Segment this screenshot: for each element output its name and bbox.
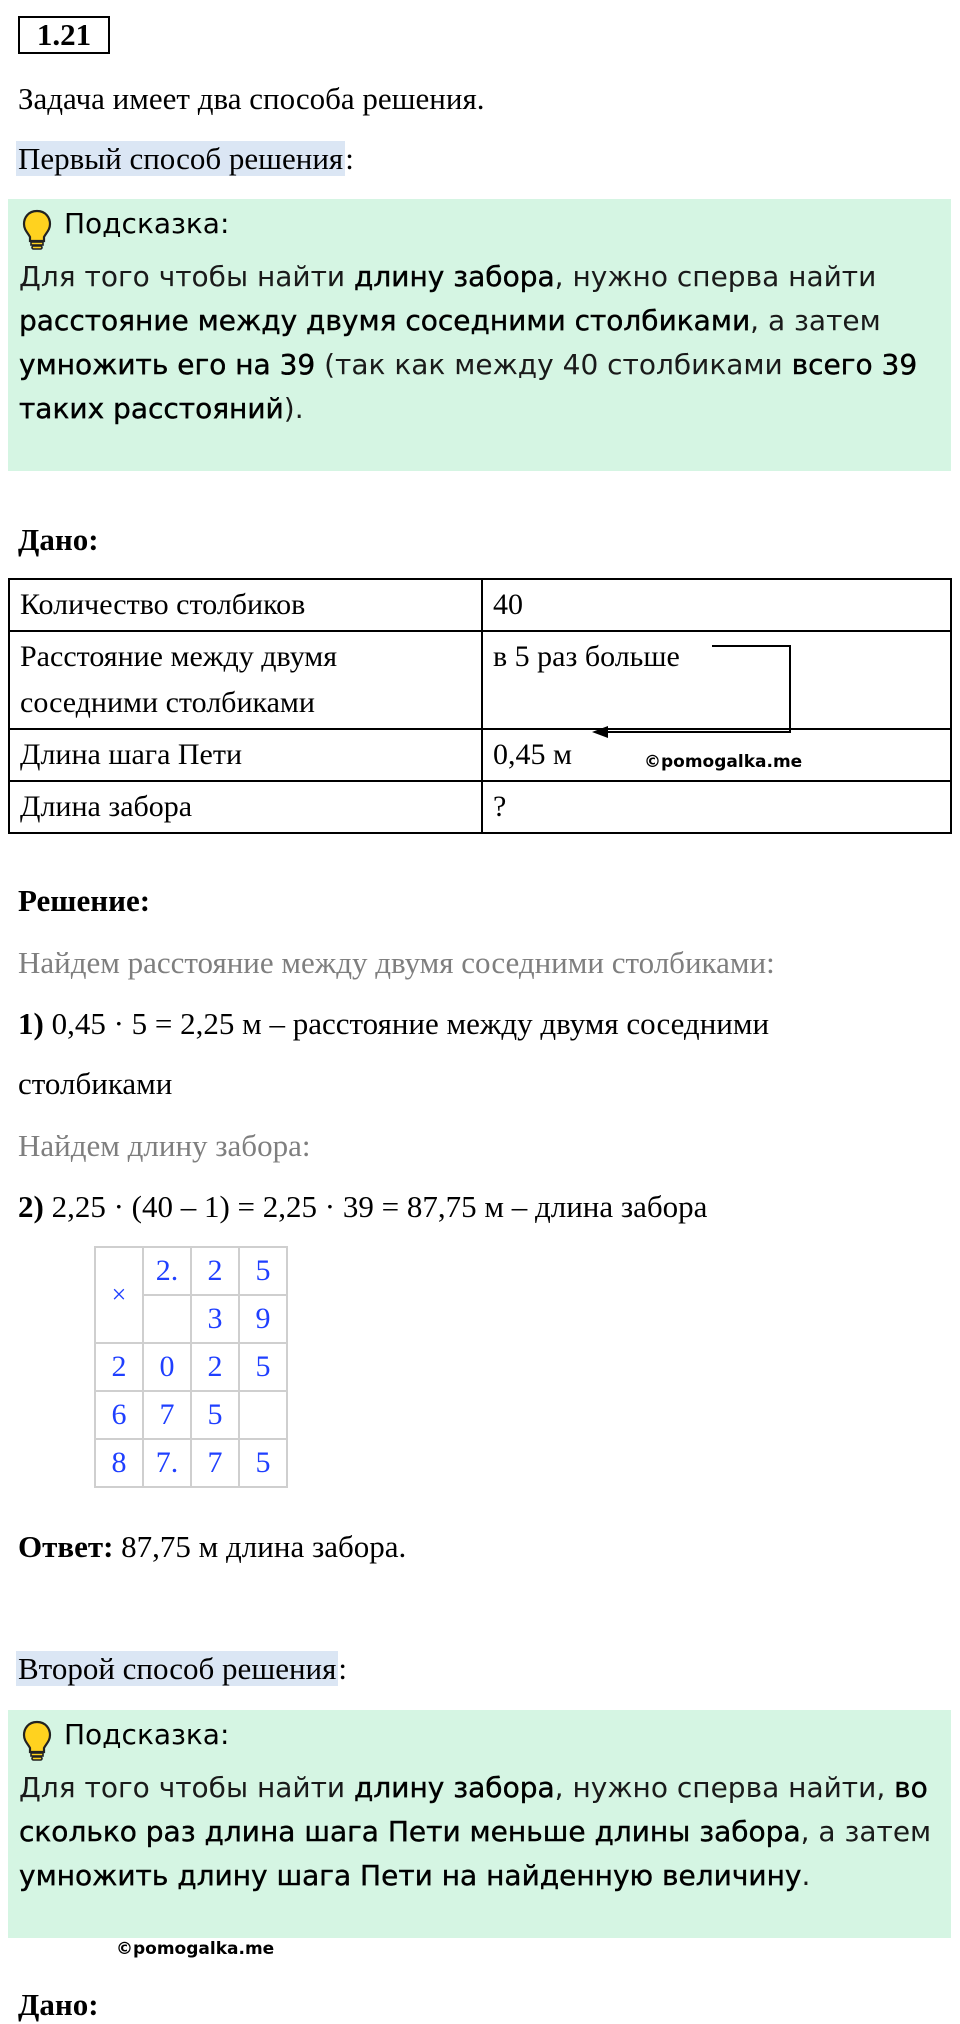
given-value-3: 0,45 м — [482, 729, 951, 781]
given-table — [8, 578, 952, 834]
multiply-sign: × — [95, 1247, 143, 1343]
hint1-bold4: всего 39 — [791, 348, 918, 381]
multiplication-grid — [94, 1246, 288, 1488]
relation-arrow-icon — [590, 630, 810, 740]
method2-heading-colon: : — [338, 1651, 348, 1686]
hint2-bold1: длину забора — [354, 1771, 555, 1804]
hint-text-1 — [19, 255, 939, 431]
answer-label: Ответ: — [18, 1529, 114, 1564]
mult-cell: 6 — [95, 1391, 143, 1439]
method1-heading-text: Первый способ решения — [18, 141, 344, 176]
hint-title-2: Подсказка: — [64, 1718, 230, 1751]
mult-cell: 5 — [191, 1391, 239, 1439]
multiplication-table — [94, 1246, 288, 1488]
mult-row-4 — [95, 1391, 287, 1439]
mult-cell: 3 — [191, 1295, 239, 1343]
given-name-2-line1: Расстояние между двумя — [20, 640, 338, 673]
hint2-part1: Для того чтобы найти — [19, 1771, 355, 1804]
mult-row-3 — [95, 1343, 287, 1391]
answer-line — [18, 1528, 406, 1566]
given-label: Дано: — [18, 522, 99, 557]
mult-row-5 — [95, 1439, 287, 1487]
hint1-bold2: расстояние между двумя соседними столбиками — [19, 304, 751, 337]
mult-cell: 5 — [239, 1343, 287, 1391]
table-row — [9, 579, 951, 631]
hint2-bold3: сколько раз длина шага Пети меньше длины забора — [19, 1815, 801, 1848]
table-row — [9, 781, 951, 833]
hint-box-2 — [8, 1710, 951, 1938]
step2-text: 2,25 · (40 – 1) = 2,25 · 39 = 87,75 м – длина забора — [43, 1189, 708, 1224]
given-name-1: Количество столбиков — [9, 579, 482, 631]
task-number: 1.21 — [18, 16, 110, 54]
hint1-part1: Для того чтобы найти — [19, 260, 355, 293]
given-value-4: ? — [482, 781, 951, 833]
mult-cell: 2 — [95, 1343, 143, 1391]
hint-title-1: Подсказка: — [64, 207, 230, 240]
step2-line — [18, 1188, 707, 1226]
hint1-part3: , а затем — [750, 304, 881, 337]
given-value-2: в 5 раз больше — [482, 631, 951, 729]
step1-text: 0,45 · 5 = 2,25 м – расстояние между двумя соседними — [43, 1006, 770, 1041]
mult-cell: 7 — [191, 1439, 239, 1487]
hint2-part2: , нужно сперва найти, — [554, 1771, 895, 1804]
hint2-part4: . — [801, 1859, 811, 1892]
lightbulb-icon — [22, 209, 52, 255]
hint2-bold4: умножить длину шага Пети на найденную величину — [19, 1859, 802, 1892]
step2-number: 2) — [18, 1189, 44, 1224]
hint1-part4: (так как между 40 столбиками — [315, 348, 792, 381]
hint1-bold5: таких расстояний — [19, 392, 284, 425]
step1-line2: столбиками — [18, 1066, 173, 1101]
mult-cell: 7. — [143, 1439, 191, 1487]
watermark-1: ©pomogalka.me — [644, 752, 803, 772]
mult-cell — [143, 1295, 191, 1343]
hint1-part5: ). — [283, 392, 304, 425]
given-label-2: Дано: — [18, 1987, 99, 2022]
method2-heading-text: Второй способ решения — [18, 1651, 337, 1686]
method1-heading-colon: : — [345, 141, 354, 176]
mult-cell: 8 — [95, 1439, 143, 1487]
mult-cell: 0 — [143, 1343, 191, 1391]
mult-cell: 5 — [239, 1247, 287, 1295]
solution-label: Решение: — [18, 883, 151, 918]
answer-text: 87,75 м длина забора. — [113, 1529, 407, 1564]
hint-text-2 — [19, 1766, 944, 1898]
lightbulb-icon — [22, 1720, 52, 1766]
hint2-bold2: во — [894, 1771, 928, 1804]
mult-row-1 — [95, 1247, 287, 1295]
hint1-part2: , нужно сперва найти — [554, 260, 877, 293]
hint1-bold3: умножить его на 39 — [19, 348, 316, 381]
mult-cell: 2 — [191, 1343, 239, 1391]
hint-box-1 — [8, 199, 951, 471]
intro-text: Задача имеет два способа решения. — [18, 81, 485, 116]
step2-intro: Найдем длину забора: — [18, 1128, 311, 1163]
given-table-wrap — [8, 578, 952, 834]
given-name-2-line2: соседними столбиками — [20, 686, 315, 719]
mult-cell — [239, 1391, 287, 1439]
mult-cell: 7 — [143, 1391, 191, 1439]
mult-cell: 9 — [239, 1295, 287, 1343]
step1-line — [18, 1005, 769, 1043]
given-name-3: Длина шага Пети — [9, 729, 482, 781]
mult-cell: 2 — [191, 1247, 239, 1295]
step1-intro: Найдем расстояние между двумя соседними столбиками: — [18, 945, 775, 980]
watermark-2: ©pomogalka.me — [116, 1939, 275, 1959]
step1-number: 1) — [18, 1006, 44, 1041]
given-value-1: 40 — [482, 579, 951, 631]
method2-heading — [16, 1650, 347, 1688]
hint2-part3: , а затем — [800, 1815, 932, 1848]
method1-heading — [16, 140, 354, 178]
given-name-4: Длина забора — [9, 781, 482, 833]
hint1-bold1: длину забора — [354, 260, 555, 293]
mult-cell: 5 — [239, 1439, 287, 1487]
mult-cell: 2. — [143, 1247, 191, 1295]
given-name-2 — [9, 631, 482, 729]
